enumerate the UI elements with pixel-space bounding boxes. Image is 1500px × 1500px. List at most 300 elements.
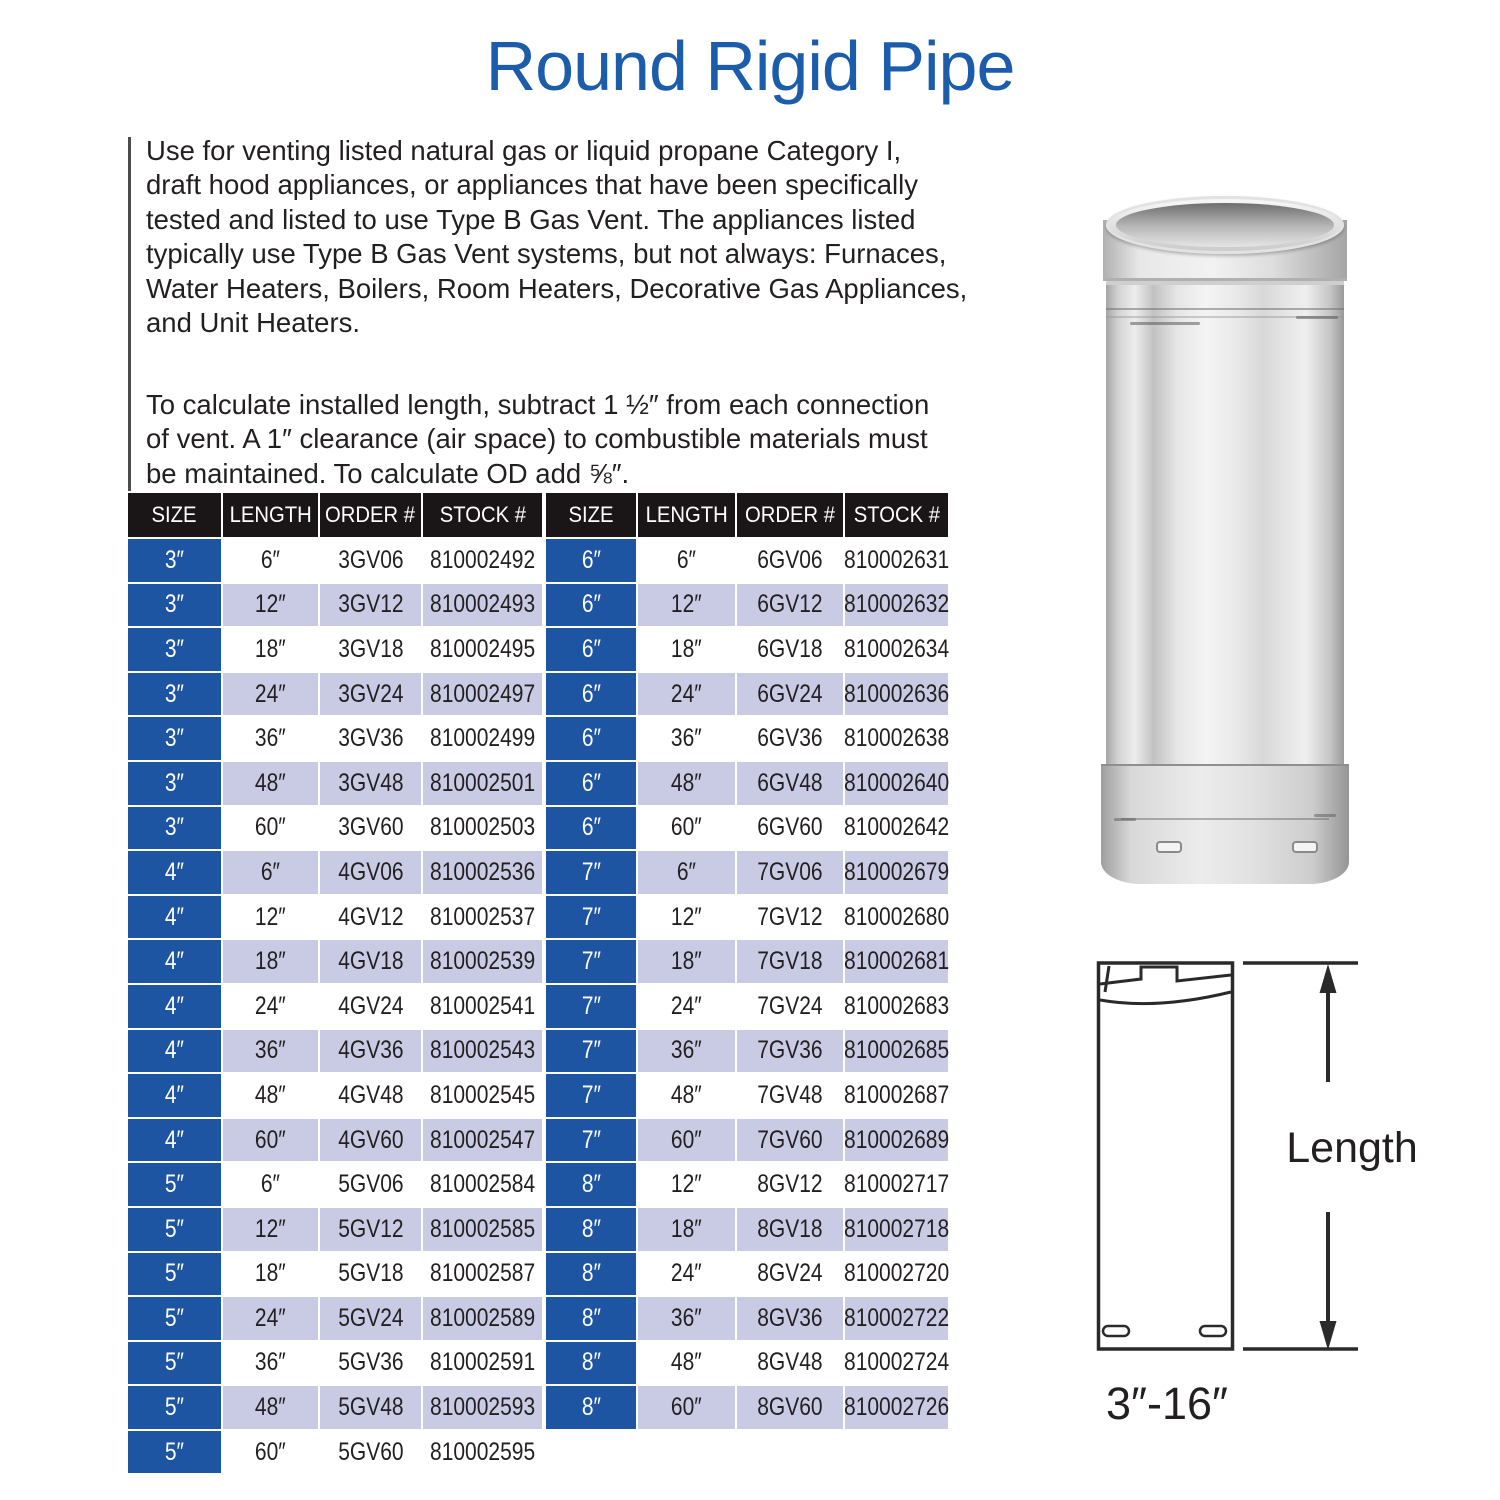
length-cell [223, 1119, 318, 1162]
length-cell [638, 539, 735, 582]
length-cell-value: 12″ [255, 1214, 286, 1243]
order-cell-value: 3GV12 [337, 590, 404, 619]
size-cell [546, 717, 636, 760]
stock-cell [845, 1386, 948, 1429]
order-cell-value: 8GV12 [757, 1170, 823, 1199]
order-cell [737, 584, 843, 627]
order-cell-value: 4GV12 [337, 902, 404, 931]
length-cell-value: 48″ [671, 1080, 702, 1109]
length-cell [223, 1163, 318, 1206]
stock-cell-value: 810002545 [429, 1080, 536, 1109]
order-cell-value: 6GV36 [757, 724, 823, 753]
header-length [223, 493, 318, 537]
calc-line: To calculate installed length, subtract 1 ½″ from each connection [146, 389, 930, 420]
size-cell [128, 896, 221, 939]
size-cell-value: 6″ [581, 813, 601, 842]
length-cell-value: 24″ [671, 991, 702, 1020]
size-cell-value: 3″ [164, 679, 185, 708]
size-cell [546, 940, 636, 983]
intro-line: Use for venting listed natural gas or liquid propane Category I, [146, 135, 902, 166]
length-cell-value: 36″ [671, 1303, 702, 1332]
order-cell [320, 1431, 421, 1474]
order-cell-value: 7GV24 [757, 991, 823, 1020]
size-cell-value: 5″ [164, 1437, 185, 1466]
size-cell [546, 673, 636, 716]
length-cell-value: 12″ [255, 902, 286, 931]
order-cell [320, 673, 421, 716]
size-cell [546, 1074, 636, 1117]
size-cell-value: 4″ [164, 1125, 185, 1154]
calculation-paragraph [146, 388, 991, 491]
stock-cell-value: 810002501 [429, 768, 536, 797]
stock-cell-value: 810002724 [843, 1348, 950, 1377]
order-cell [320, 1074, 421, 1117]
order-cell [320, 1030, 421, 1073]
length-cell-value: 48″ [671, 768, 702, 797]
size-cell [128, 717, 221, 760]
length-cell [638, 1163, 735, 1206]
stock-cell-value: 810002689 [843, 1125, 950, 1154]
stock-cell [845, 896, 948, 939]
length-cell-value: 18″ [255, 1259, 286, 1288]
length-cell [223, 1208, 318, 1251]
size-cell-value: 5″ [164, 1259, 185, 1288]
calc-line: of vent. A 1″ clearance (air space) to combustible materials must [146, 423, 928, 455]
size-cell [128, 940, 221, 983]
order-cell-value: 8GV48 [757, 1348, 823, 1377]
length-cell-value: 36″ [671, 724, 702, 753]
stock-cell-value: 810002547 [429, 1125, 536, 1154]
size-cell-value: 5″ [164, 1303, 185, 1332]
size-cell-value: 3″ [164, 768, 185, 797]
order-cell-value: 8GV24 [757, 1259, 823, 1288]
header-order [737, 493, 843, 537]
length-cell-value: 48″ [255, 1080, 286, 1109]
order-cell-value: 5GV48 [337, 1393, 404, 1422]
order-cell [320, 851, 421, 894]
header-stock [845, 493, 948, 537]
stock-cell-value: 810002679 [843, 857, 950, 886]
pipe-base-slot [1292, 841, 1318, 853]
length-cell [223, 584, 318, 627]
size-cell [128, 673, 221, 716]
size-cell [128, 1119, 221, 1162]
length-cell-value: 12″ [671, 590, 702, 619]
pipe-base-dash [1314, 814, 1336, 817]
order-cell-value: 6GV06 [757, 545, 823, 574]
order-cell-value: 3GV36 [337, 724, 404, 753]
length-cell [223, 1253, 318, 1296]
calc-line: be maintained. To calculate OD add ⅝″. [146, 457, 630, 489]
header-length [638, 493, 735, 537]
size-cell [128, 628, 221, 671]
size-cell [128, 1386, 221, 1429]
spec-table-left [128, 493, 542, 1473]
length-cell [638, 717, 735, 760]
stock-cell [845, 628, 948, 671]
order-cell [737, 1253, 843, 1296]
length-cell-value: 24″ [255, 679, 286, 708]
length-cell [223, 940, 318, 983]
order-cell-value: 5GV12 [337, 1214, 404, 1243]
stock-cell [423, 1253, 542, 1296]
length-cell [638, 807, 735, 850]
size-cell-value: 7″ [581, 991, 601, 1020]
size-cell-value: 5″ [164, 1393, 185, 1422]
stock-cell [423, 1030, 542, 1073]
size-cell-value: 3″ [164, 724, 185, 753]
stock-cell-value: 810002499 [429, 724, 536, 753]
header-stock-label: STOCK # [853, 502, 940, 527]
length-cell [638, 673, 735, 716]
order-cell-value: 4GV18 [337, 947, 404, 976]
order-cell [737, 1030, 843, 1073]
size-cell-value: 8″ [581, 1214, 601, 1243]
header-size-label: SIZE [568, 502, 614, 527]
order-cell [320, 1208, 421, 1251]
stock-cell-value: 810002640 [843, 768, 950, 797]
stock-cell-value: 810002493 [429, 590, 536, 619]
size-cell-value: 6″ [581, 634, 601, 663]
size-cell-value: 6″ [581, 679, 601, 708]
stock-cell [423, 1431, 542, 1474]
length-cell-value: 60″ [671, 1125, 702, 1154]
length-cell-value: 36″ [671, 1036, 702, 1065]
size-cell [128, 1342, 221, 1385]
stock-cell [845, 762, 948, 805]
stock-cell-value: 810002587 [429, 1259, 536, 1288]
stock-cell-value: 810002593 [429, 1393, 536, 1422]
length-cell-value: 60″ [255, 813, 286, 842]
order-cell [737, 1163, 843, 1206]
stock-cell [423, 673, 542, 716]
header-stock [423, 493, 542, 537]
size-cell [546, 1342, 636, 1385]
order-cell [320, 717, 421, 760]
order-cell [320, 1119, 421, 1162]
size-cell-value: 5″ [164, 1170, 185, 1199]
order-cell-value: 5GV06 [337, 1170, 404, 1199]
intro-line: draft hood appliances, or appliances that have been specifically [146, 169, 919, 201]
order-cell [737, 940, 843, 983]
size-cell-value: 3″ [164, 545, 185, 574]
size-cell-value: 6″ [581, 768, 601, 797]
length-cell [223, 851, 318, 894]
length-cell [223, 1074, 318, 1117]
size-cell-value: 3″ [164, 590, 185, 619]
size-cell [128, 1431, 221, 1474]
size-cell-value: 7″ [581, 1036, 601, 1065]
size-cell-value: 4″ [164, 902, 185, 931]
order-cell [320, 584, 421, 627]
stock-cell-value: 810002642 [843, 813, 950, 842]
length-cell-value: 36″ [255, 1348, 286, 1377]
stock-cell [423, 985, 542, 1028]
intro-line: typically use Type B Gas Vent systems, but not always: Furnaces, [146, 238, 947, 270]
order-cell-value: 7GV60 [757, 1125, 823, 1154]
stock-cell-value: 810002539 [429, 947, 536, 976]
order-cell [737, 985, 843, 1028]
stock-cell-value: 810002497 [429, 679, 536, 708]
size-cell-value: 4″ [164, 947, 185, 976]
size-cell [128, 584, 221, 627]
stock-cell [845, 1253, 948, 1296]
size-cell-value: 4″ [164, 857, 185, 886]
order-cell-value: 7GV06 [757, 857, 823, 886]
stock-cell [423, 1297, 542, 1340]
stock-cell [845, 1342, 948, 1385]
order-cell [320, 628, 421, 671]
header-size [128, 493, 221, 537]
stock-cell-value: 810002537 [429, 902, 536, 931]
length-cell [638, 1030, 735, 1073]
stock-cell [423, 1074, 542, 1117]
stock-cell-value: 810002638 [843, 724, 950, 753]
order-cell [320, 762, 421, 805]
stock-cell [423, 851, 542, 894]
order-cell-value: 3GV18 [337, 634, 404, 663]
stock-cell [423, 896, 542, 939]
length-cell [223, 628, 318, 671]
length-label: Length [1286, 1124, 1418, 1172]
table-body-left [128, 539, 542, 1473]
stock-cell [423, 1208, 542, 1251]
length-dimension-diagram [1085, 948, 1430, 1433]
order-cell-value: 7GV18 [757, 947, 823, 976]
length-cell-value: 18″ [255, 947, 286, 976]
stock-cell [423, 762, 542, 805]
order-cell-value: 7GV36 [757, 1036, 823, 1065]
length-cell [223, 1386, 318, 1429]
length-cell [223, 1297, 318, 1340]
stock-cell-value: 810002541 [429, 991, 536, 1020]
length-cell-value: 60″ [255, 1125, 286, 1154]
length-cell [223, 1431, 318, 1474]
size-cell [546, 584, 636, 627]
stock-cell-value: 810002720 [843, 1259, 950, 1288]
order-cell-value: 7GV48 [757, 1080, 823, 1109]
order-cell [737, 1297, 843, 1340]
stock-cell-value: 810002717 [843, 1170, 950, 1199]
size-cell-value: 6″ [581, 724, 601, 753]
table-body-right [546, 539, 948, 1429]
length-cell-value: 6″ [676, 857, 697, 886]
order-cell-value: 3GV60 [337, 813, 404, 842]
size-cell-value: 3″ [164, 813, 185, 842]
stock-cell [845, 584, 948, 627]
length-cell [638, 628, 735, 671]
header-order [320, 493, 421, 537]
size-cell [546, 1297, 636, 1340]
stock-cell-value: 810002543 [429, 1036, 536, 1065]
header-order-label: ORDER # [325, 502, 416, 527]
size-range-label: 3″-16″ [1106, 1378, 1228, 1429]
stock-cell-value: 810002503 [429, 813, 536, 842]
length-cell-value: 24″ [671, 679, 702, 708]
pipe-photo [1100, 196, 1350, 886]
pipe-crimp-dash [1296, 316, 1338, 319]
stock-cell-value: 810002636 [843, 679, 950, 708]
header-stock-label: STOCK # [439, 502, 526, 527]
stock-cell [423, 717, 542, 760]
length-cell-value: 12″ [255, 590, 286, 619]
order-cell-value: 7GV12 [757, 902, 823, 931]
order-cell [320, 1386, 421, 1429]
size-cell [128, 1208, 221, 1251]
size-cell [128, 762, 221, 805]
size-cell-value: 5″ [164, 1348, 185, 1377]
size-cell [546, 628, 636, 671]
size-cell-value: 6″ [581, 545, 601, 574]
size-cell [128, 807, 221, 850]
arrow-up-icon [1320, 964, 1337, 993]
size-cell [546, 1030, 636, 1073]
stock-cell [423, 1342, 542, 1385]
size-cell-value: 8″ [581, 1170, 601, 1199]
order-cell-value: 4GV24 [337, 991, 404, 1020]
order-cell-value: 4GV48 [337, 1080, 404, 1109]
order-cell [737, 851, 843, 894]
diagram-pipe-outline [1099, 963, 1233, 1349]
header-size [546, 493, 636, 537]
stock-cell-value: 810002681 [843, 947, 950, 976]
stock-cell [845, 1030, 948, 1073]
length-cell [638, 896, 735, 939]
order-cell-value: 8GV36 [757, 1303, 823, 1332]
size-cell-value: 5″ [164, 1214, 185, 1243]
order-cell-value: 6GV60 [757, 813, 823, 842]
order-cell [737, 762, 843, 805]
stock-cell-value: 810002595 [429, 1437, 536, 1466]
pipe-base-male-end [1101, 764, 1349, 884]
length-cell-value: 12″ [671, 1170, 702, 1199]
length-cell [638, 1074, 735, 1117]
order-cell-value: 6GV18 [757, 634, 823, 663]
order-cell-value: 5GV60 [337, 1437, 404, 1466]
length-cell [638, 851, 735, 894]
length-cell-value: 36″ [255, 1036, 286, 1065]
size-cell-value: 7″ [581, 902, 601, 931]
order-cell-value: 6GV48 [757, 768, 823, 797]
stock-cell-value: 810002722 [843, 1303, 950, 1332]
order-cell [737, 1386, 843, 1429]
stock-cell [423, 584, 542, 627]
order-cell-value: 8GV18 [757, 1214, 823, 1243]
order-cell-value: 6GV24 [757, 679, 823, 708]
length-cell [638, 1342, 735, 1385]
stock-cell [845, 717, 948, 760]
order-cell-value: 4GV36 [337, 1036, 404, 1065]
stock-cell [423, 1386, 542, 1429]
page-title: Round Rigid Pipe [485, 27, 1015, 105]
order-cell-value: 4GV06 [337, 857, 404, 886]
length-cell [223, 762, 318, 805]
stock-cell-value: 810002492 [429, 545, 536, 574]
order-cell-value: 5GV36 [337, 1348, 404, 1377]
size-cell [546, 985, 636, 1028]
stock-cell-value: 810002718 [843, 1214, 950, 1243]
stock-cell [845, 539, 948, 582]
stock-cell-value: 810002726 [843, 1393, 950, 1422]
order-cell [737, 1119, 843, 1162]
order-cell [737, 1208, 843, 1251]
stock-cell-value: 810002584 [429, 1170, 536, 1199]
order-cell [320, 896, 421, 939]
order-cell [737, 539, 843, 582]
size-cell [128, 539, 221, 582]
stock-cell-value: 810002634 [843, 634, 950, 663]
stock-cell [423, 1119, 542, 1162]
left-rule-divider [128, 137, 131, 491]
order-cell [737, 1074, 843, 1117]
length-cell-value: 24″ [255, 1303, 286, 1332]
table-header-row [128, 493, 542, 537]
length-cell-value: 18″ [671, 947, 702, 976]
order-cell [737, 1342, 843, 1385]
order-cell [320, 940, 421, 983]
header-length-label: LENGTH [645, 502, 728, 527]
size-cell-value: 8″ [581, 1259, 601, 1288]
stock-cell [845, 940, 948, 983]
order-cell-value: 5GV18 [337, 1259, 404, 1288]
size-cell [128, 985, 221, 1028]
length-cell [638, 1119, 735, 1162]
order-cell-value: 3GV06 [337, 545, 404, 574]
size-cell [546, 1386, 636, 1429]
length-cell [638, 584, 735, 627]
length-cell-value: 6″ [676, 545, 697, 574]
length-cell-value: 18″ [255, 634, 286, 663]
length-cell [638, 1253, 735, 1296]
header-size-label: SIZE [151, 502, 197, 527]
stock-cell [845, 1163, 948, 1206]
size-cell [546, 1163, 636, 1206]
size-cell [546, 896, 636, 939]
stock-cell [845, 1208, 948, 1251]
diagram-base-slot [1103, 1326, 1129, 1336]
size-cell [546, 1253, 636, 1296]
size-cell-value: 4″ [164, 1080, 185, 1109]
length-cell [223, 1342, 318, 1385]
stock-cell-value: 810002495 [429, 634, 536, 663]
order-cell [320, 1297, 421, 1340]
header-order-label: ORDER # [744, 502, 836, 527]
diagram-base-slot [1200, 1326, 1226, 1336]
length-cell-value: 48″ [255, 1393, 286, 1422]
stock-cell-value: 810002589 [429, 1303, 536, 1332]
size-cell-value: 8″ [581, 1348, 601, 1377]
size-cell [128, 1253, 221, 1296]
pipe-base-dash [1114, 818, 1136, 821]
length-cell-value: 60″ [671, 1393, 702, 1422]
order-cell [320, 1253, 421, 1296]
size-cell [546, 807, 636, 850]
stock-cell [845, 1119, 948, 1162]
length-cell [223, 673, 318, 716]
size-cell-value: 8″ [581, 1303, 601, 1332]
length-cell [638, 1208, 735, 1251]
length-cell-value: 6″ [260, 1170, 281, 1199]
order-cell [737, 717, 843, 760]
order-cell-value: 6GV12 [757, 590, 823, 619]
length-cell-value: 12″ [671, 902, 702, 931]
size-cell [128, 1297, 221, 1340]
intro-line: tested and listed to use Type B Gas Vent. The appliances listed [146, 203, 916, 235]
length-cell [638, 1297, 735, 1340]
size-cell [546, 539, 636, 582]
stock-cell [845, 851, 948, 894]
length-cell-value: 24″ [255, 991, 286, 1020]
